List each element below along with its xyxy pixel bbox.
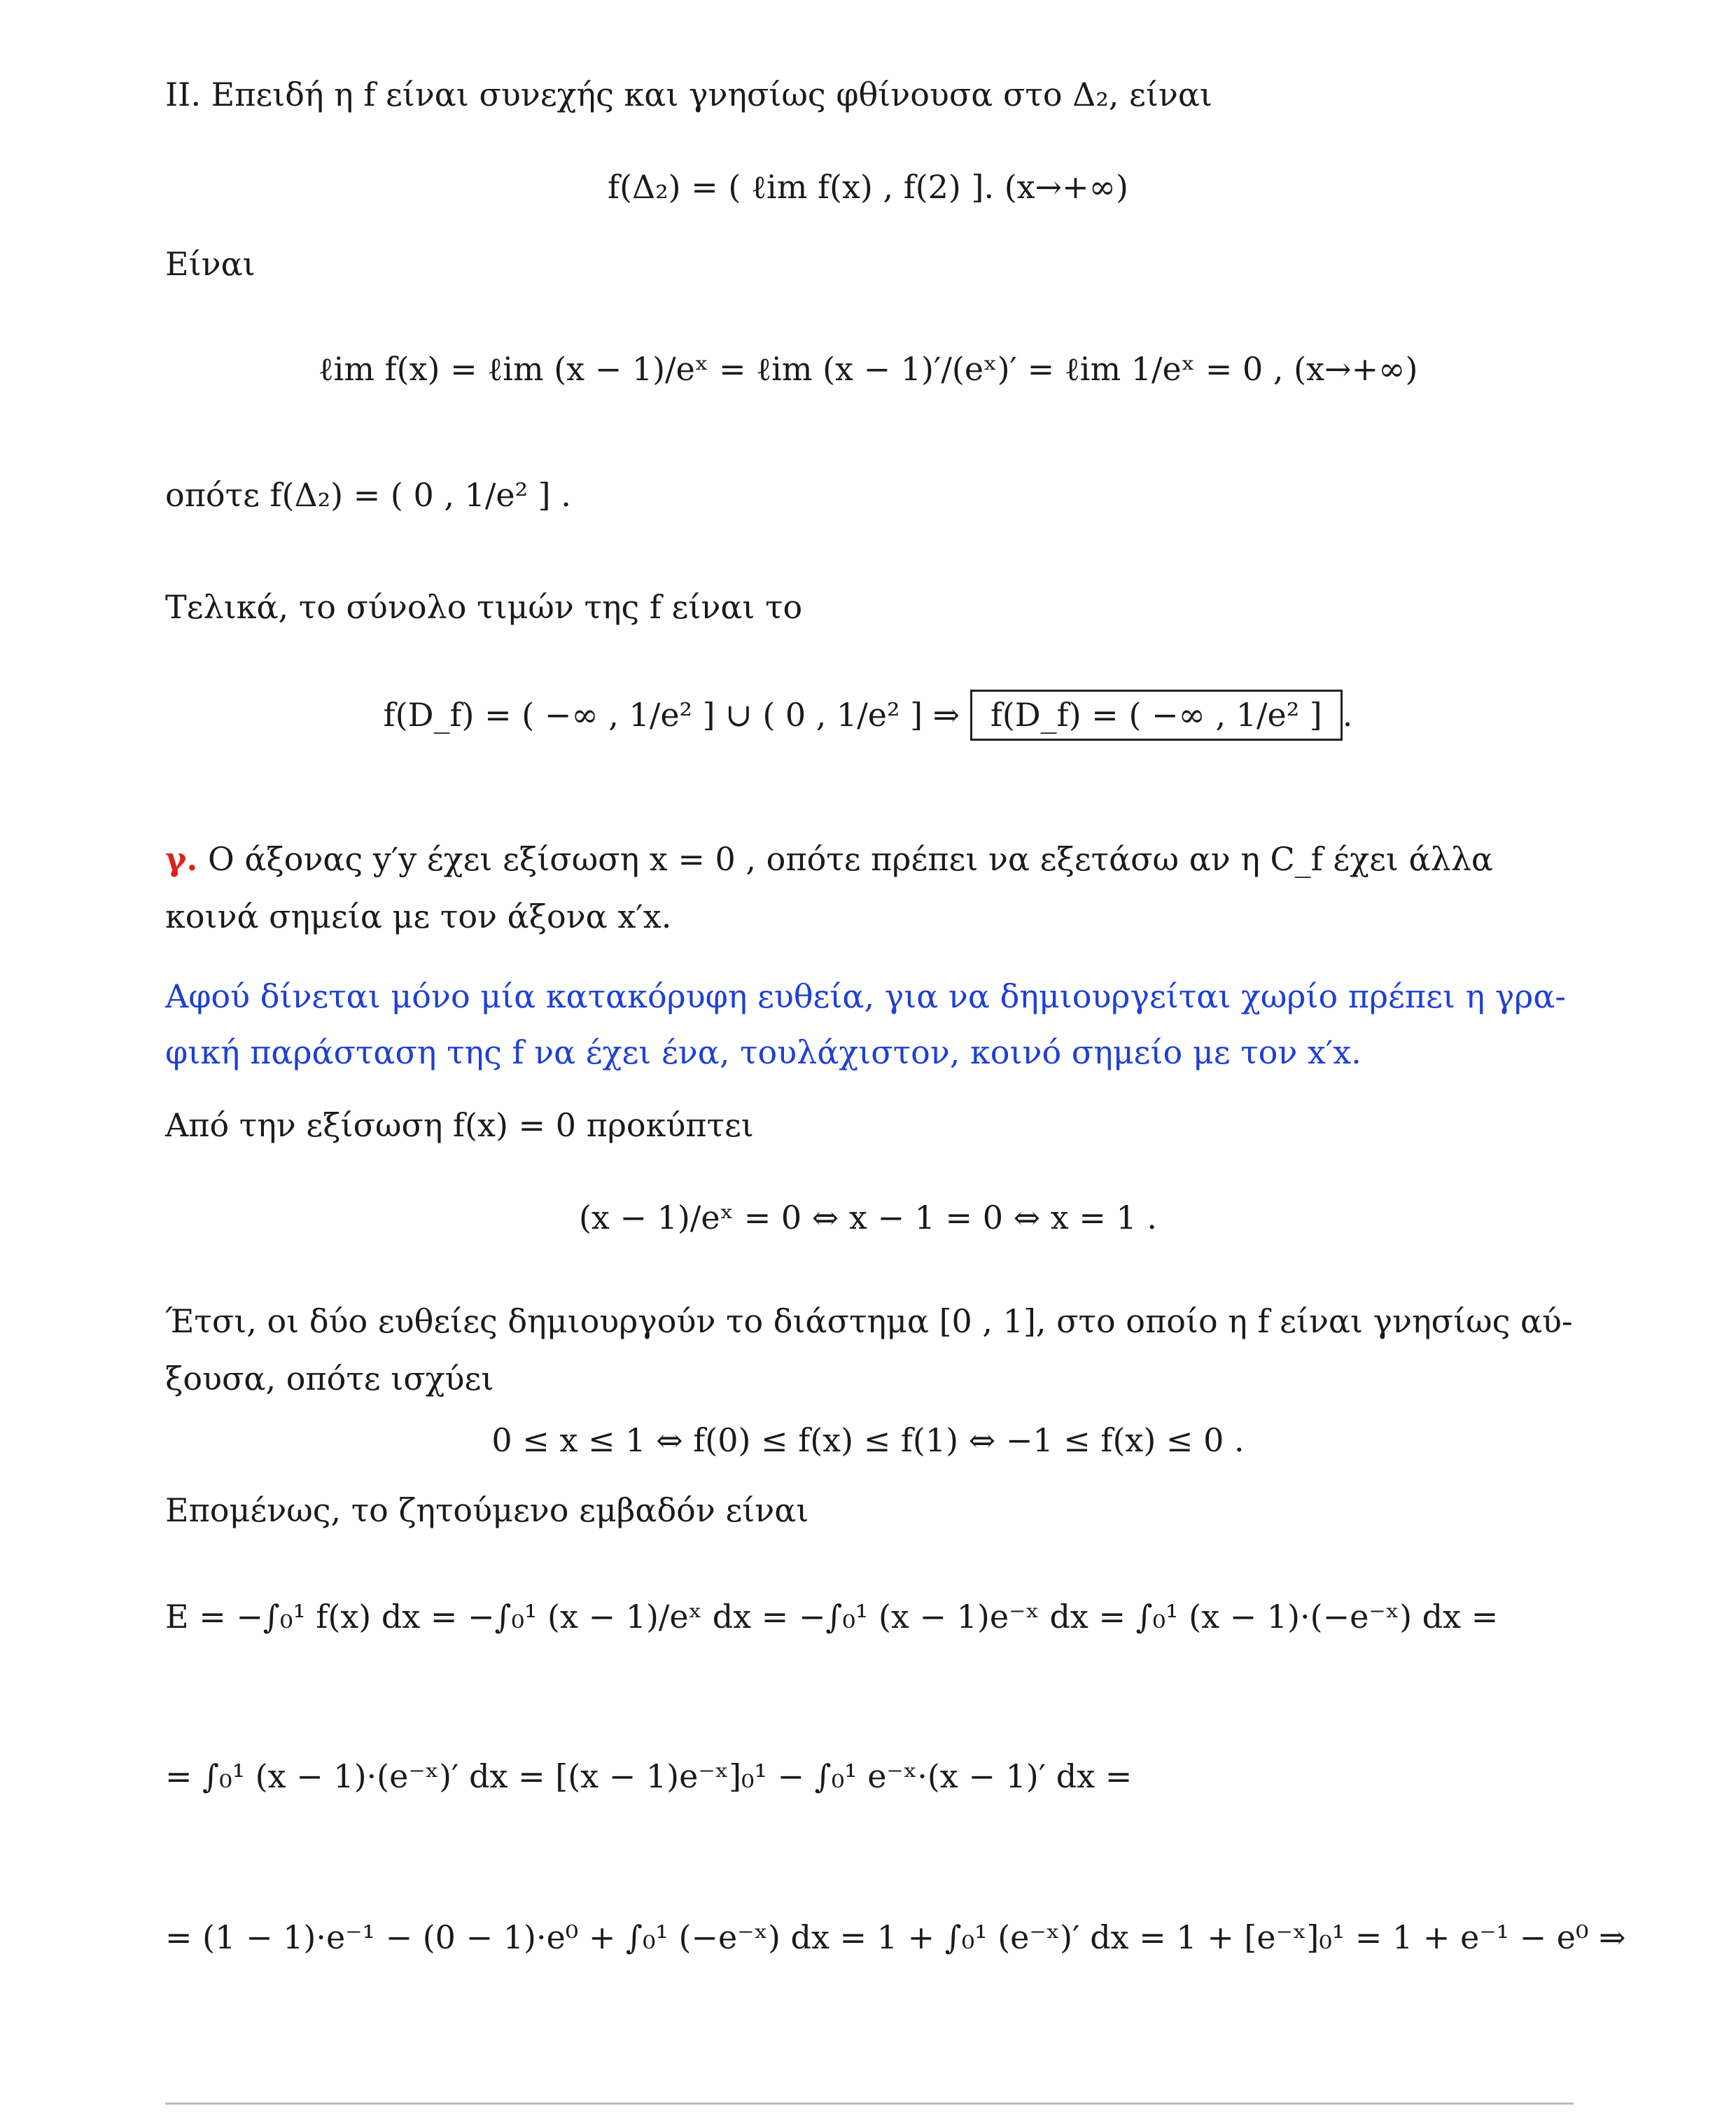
equation-range-union	[0, 690, 1736, 741]
paragraph-II: II. Επειδή η f είναι συνεχής και γνησίως φθίνουσα στο Δ₂, είναι	[165, 76, 1212, 113]
equation-area-line1: E = −∫₀¹ f(x) dx = −∫₀¹ (x − 1)/eˣ dx = −∫₀¹ (x − 1)e⁻ˣ dx = ∫₀¹ (x − 1)·(−e⁻ˣ) dx =	[165, 1598, 1499, 1636]
paragraph-etsi-cont: ξουσα, οπότε ισχύει	[165, 1360, 494, 1397]
range-union-expression: f(D_f) = ( −∞ , 1/e² ] ∪ ( 0 , 1/e² ] ⇒	[383, 696, 960, 734]
equation-area-line2: = ∫₀¹ (x − 1)·(e⁻ˣ)′ dx = [(x − 1)e⁻ˣ]₀¹ − ∫₀¹ e⁻ˣ·(x − 1)′ dx =	[165, 1757, 1133, 1795]
paragraph-etsi: Έτσι, οι δύο ευθείες δημιουργούν το διάστημα [0 , 1], στο οποίο η f είναι γνησίως αύ-	[165, 1302, 1573, 1340]
paragraph-gamma	[165, 840, 1493, 879]
paragraph-apo-tin-exisosi: Από την εξίσωση f(x) = 0 προκύπτει	[165, 1106, 754, 1144]
equation-area-line3: = (1 − 1)·e⁻¹ − (0 − 1)·e⁰ + ∫₀¹ (−e⁻ˣ) dx = 1 + ∫₀¹ (e⁻ˣ)′ dx = 1 + [e⁻ˣ]₀¹ = 1 + e⁻¹ − e⁰ ⇒	[165, 1918, 1626, 1956]
note-blue-line2: φική παράσταση της f να έχει ένα, τουλάχιστον, κοινό σημείο με τον x′x.	[165, 1033, 1362, 1071]
paragraph-epomenos: Επομένως, το ζητούμενο εμβαδόν είναι	[165, 1491, 809, 1529]
equation-limit-hospital: ℓim f(x) = ℓim (x − 1)/eˣ = ℓim (x − 1)′/(eˣ)′ = ℓim 1/eˣ = 0 , (x→+∞)	[318, 350, 1418, 388]
part-label-gamma: γ.	[165, 840, 198, 878]
boxed-range-result: f(D_f) = ( −∞ , 1/e² ]	[970, 690, 1343, 741]
period: .	[1342, 696, 1353, 734]
paragraph-gamma-cont: κοινά σημεία με τον άξονα x′x.	[165, 898, 672, 935]
bottom-divider	[165, 2102, 1574, 2105]
note-blue-line1: Αφού δίνεται μόνο μία κατακόρυφη ευθεία, για να δημιουργείται χωρίο πρέπει η γρα-	[165, 977, 1566, 1015]
equation-f-delta2-limit: f(Δ₂) = ( ℓim f(x) , f(2) ]. (x→+∞)	[608, 168, 1128, 206]
paragraph-telika: Τελικά, το σύνολο τιμών της f είναι το	[165, 588, 803, 626]
equation-root: (x − 1)/eˣ = 0 ⇔ x − 1 = 0 ⇔ x = 1 .	[578, 1199, 1158, 1236]
paragraph-gamma-text: Ο άξονας y′y έχει εξίσωση x = 0 , οπότε πρέπει να εξετάσω αν η C_f έχει άλλα	[208, 840, 1493, 878]
paragraph-opote-f-delta2: οπότε f(Δ₂) = ( 0 , 1/e² ] .	[165, 476, 571, 514]
paragraph-einai: Είναι	[165, 245, 255, 283]
equation-inequality-chain: 0 ≤ x ≤ 1 ⇔ f(0) ≤ f(x) ≤ f(1) ⇔ −1 ≤ f(x) ≤ 0 .	[491, 1421, 1245, 1459]
